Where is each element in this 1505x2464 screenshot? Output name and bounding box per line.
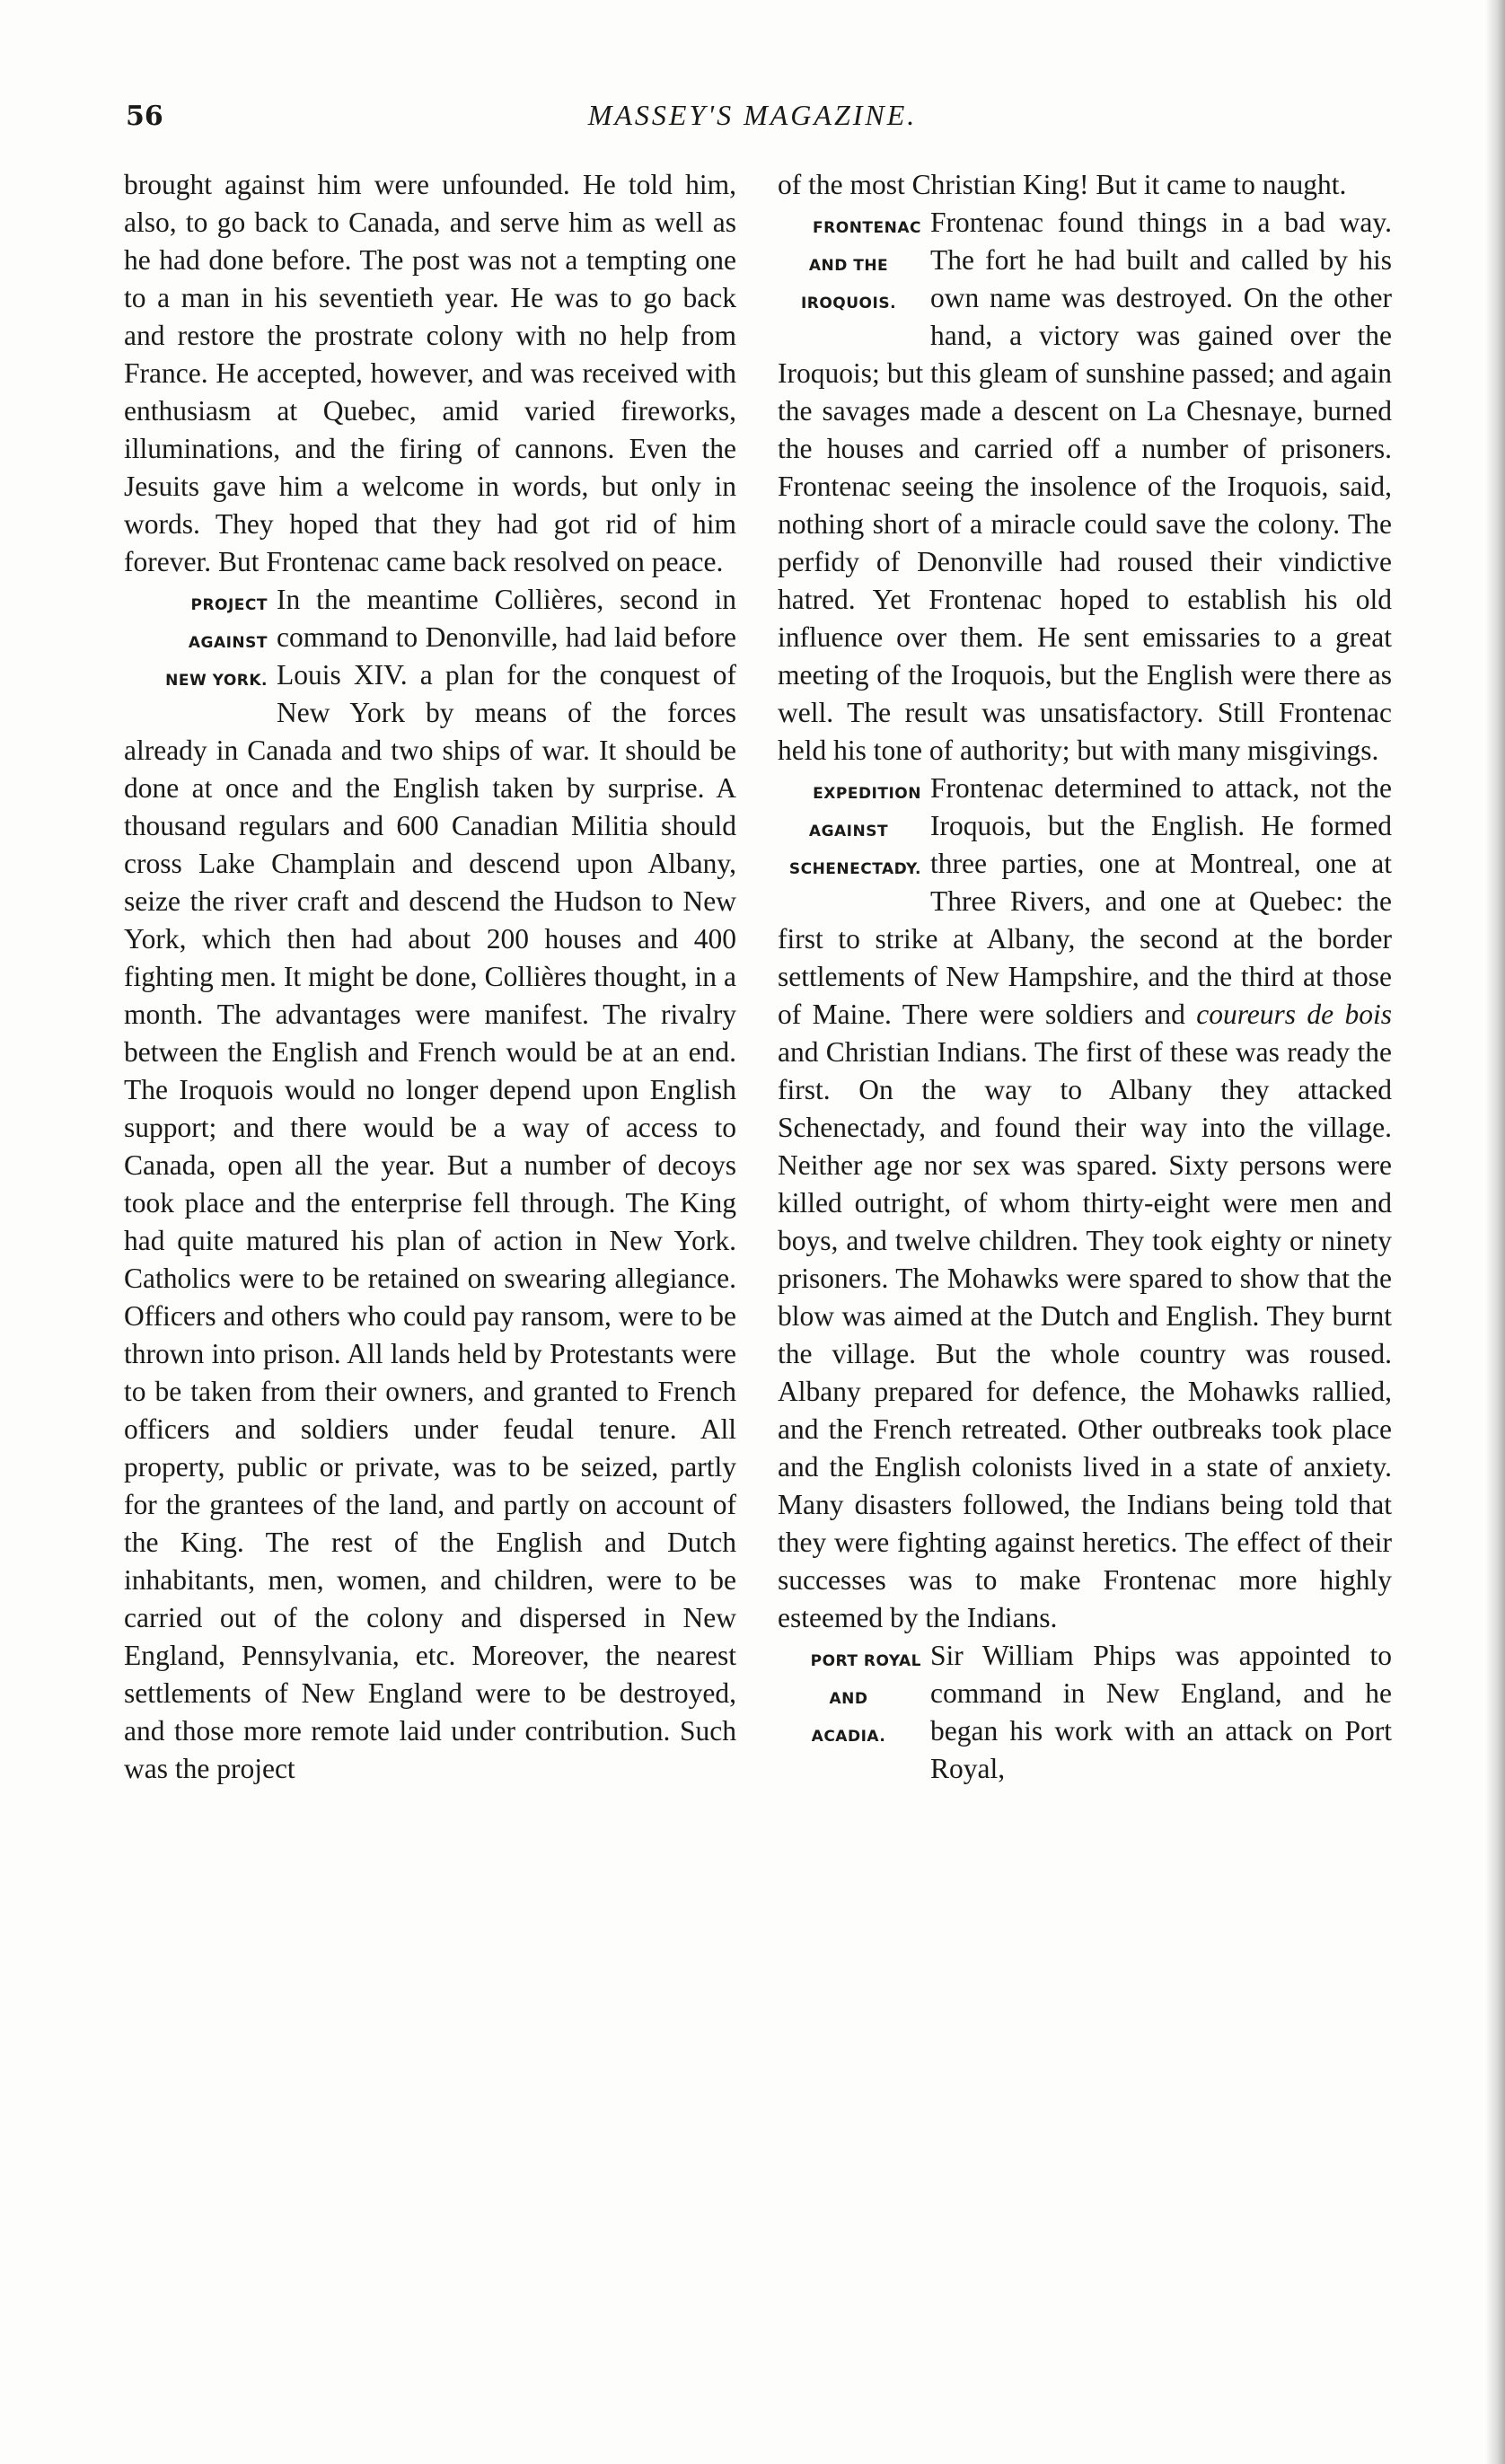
sidenote-line: EXPEDITION — [813, 785, 921, 803]
right-section-expedition — [778, 770, 1392, 1637]
right-paragraph-2: Frontenac found things in a bad way. The fort he had built and called by his own name was destroyed. On the other hand, a victory was gained over the Iroquois; but this gleam of sunshine passed; and again the savages made a descent on La Chesnaye, burned the houses and carried off a number of prisoners. Frontenac seeing the insolence of the Iroquois, said, nothing short of a miracle could save the colony. The perfidy of Denonville had roused their vindictive hatred. Yet Frontenac hoped to establish his old influence over them. He sent emissaries to a great meeting of the Iroquois, but the English were there as well. The result was unsatisfactory. Still Frontenac held his tone of authority; but with many misgivings. — [778, 207, 1392, 766]
italic-phrase: coureurs de bois — [1196, 999, 1392, 1030]
sidenote-line: ACADIA. — [811, 1728, 886, 1746]
running-head: MASSEY'S MAGAZINE. — [587, 99, 918, 131]
right-section-frontenac — [778, 204, 1392, 770]
sidenote-line: AND THE — [808, 257, 889, 275]
left-section-project — [124, 581, 736, 1788]
sidenote-line: IROQUOIS. — [800, 295, 897, 312]
sidenote-line: AND — [829, 1690, 868, 1708]
sidenote-line: AGAINST — [808, 823, 889, 840]
sidenote-line: PORT ROYAL — [810, 1652, 921, 1670]
page-binding-edge — [1485, 0, 1505, 2464]
sidenote-line: FRONTENAC — [813, 219, 921, 237]
sidenote-line: SCHENECTADY. — [788, 860, 921, 878]
sidenote-frontenac-and-the-iroquois — [776, 209, 921, 322]
sidenote-project-against-new-york — [122, 586, 268, 700]
right-section-port-royal — [778, 1637, 1392, 1788]
sidenote-line: NEW YORK. — [165, 672, 268, 690]
left-column — [124, 166, 736, 1788]
right-paragraph-3a: Frontenac determined to attack, not the Iroquois, but the English. He formed three parties, one at Montreal, one at Three Rivers, and one at Quebec: the first to strike at Albany, the second at the border settlements of New Hampshire, and the third at those of Maine. There were soldiers and — [778, 772, 1392, 1030]
sidenote-expedition-against-schenectady — [776, 775, 921, 888]
left-paragraph-2: In the meantime Collières, second in command to Denonville, had laid before Louis XIV. a plan for the conquest of New York by means of the forces already in Canada and two ships of war. It should be done at once and the English taken by surprise. A thousand regulars and 600 Canadian Militia should cross Lake Champlain and descend upon Albany, seize the river craft and descend the Hudson to New York, which then had about 200 houses and 400 fighting men. It might be done, Collières thought, in a month. The advantages were manifest. The rivalry between the English and French would be at an end. The Iroquois would no longer depend upon English support; and there would be a way of access to Canada, open all the year. But a number of decoys took place and the enterprise fell through. The King had quite matured his plan of action in New York. Catholics were to be retained on swearing allegiance. Officers and others who could pay ransom, were to be thrown into prison. All lands held by Protestants were to be taken from their owners, and granted to French officers and soldiers under feudal tenure. All property, public or private, was to be seized, partly for the grantees of the land, and partly on account of the King. The rest of the English and Dutch inhabitants, men, women, and children, were to be carried out of the colony and dispersed in New England, Pennsylvania, etc. Moreover, the nearest settlements of New England were to be destroyed, and those more remote laid under contribution. Such was the project — [124, 584, 736, 1784]
right-paragraph-4: Sir William Phips was appointed to command in New England, and he began his work with an attack on Port Royal, — [930, 1640, 1392, 1784]
right-column — [778, 166, 1392, 1788]
sidenote-port-royal-and-acadia — [776, 1642, 921, 1756]
page-number: 56 — [126, 101, 163, 132]
right-paragraph-1: of the most Christian King! But it came to naught. — [778, 169, 1347, 200]
left-paragraph-1: brought against him were unfounded. He told him, also, to go back to Canada, and serve him as well as he had done before. The post was not a tempting one to a man in his seventieth year. He was to go back and restore the prostrate colony with no help from France. He accepted, however, and was received with enthusiasm at Quebec, amid varied fireworks, illuminations, and the firing of cannons. Even the Jesuits gave him a welcome in words, but only in words. They hoped that they had got rid of him forever. But Frontenac came back resolved on peace. — [124, 169, 736, 577]
right-paragraph-3b: and Christian Indians. The first of these was ready the first. On the way to Albany they attacked Schenectady, and found their way into the village. Neither age nor sex was spared. Sixty persons were killed outright, of whom thirty-eight were men and boys, and twelve children. They took eighty or ninety prisoners. The Mohawks were spared to show that the blow was aimed at the Dutch and English. They burnt the village. But the whole country was roused. Albany prepared for defence, the Mohawks rallied, and the French retreated. Other outbreaks took place and the English colonists lived in a state of anxiety. Many disasters followed, the Indians being told that they were fighting against heretics. The effect of their successes was to make Frontenac more highly esteemed by the Indians. — [778, 1036, 1392, 1633]
sidenote-line: PROJECT — [190, 596, 268, 614]
sidenote-line: AGAINST — [188, 634, 268, 652]
